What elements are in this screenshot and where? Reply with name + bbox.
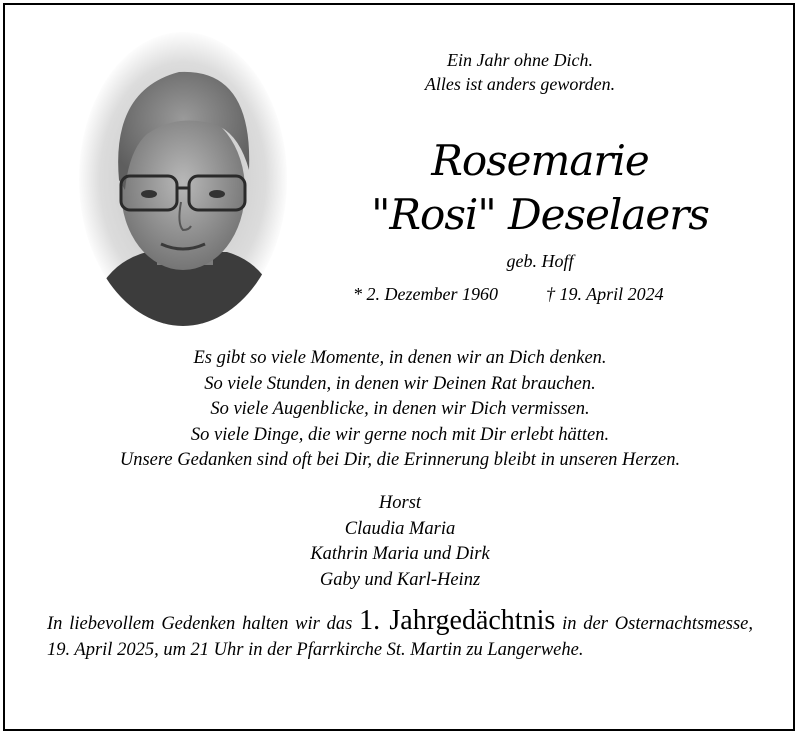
death-date: † 19. April 2024	[546, 284, 664, 304]
birth-date: * 2. Dezember 1960	[353, 284, 498, 304]
poem-line: So viele Stunden, in denen wir Deinen Rat brauchen.	[204, 373, 596, 394]
notice-text-after: in der Osternachtsmesse, 19. April 2025, um 21 Uhr in der Pfarrkirche St. Martin zu Langerwehe.	[47, 614, 753, 660]
notice-text-before: In liebevollem Gedenken halten wir das	[47, 614, 360, 634]
memorial-service-notice	[47, 605, 753, 663]
family-list	[200, 491, 600, 593]
poem-line: So viele Augenblicke, in denen wir Dich vermissen.	[210, 399, 590, 419]
deceased-first-name: Rosemarie	[431, 136, 649, 185]
maiden-name: geb. Hoff	[506, 251, 574, 271]
motto	[360, 48, 680, 96]
family-member: Horst	[378, 493, 422, 513]
motto-line-2: Alles ist anders geworden.	[424, 74, 616, 94]
portrait-photo-icon	[77, 30, 289, 328]
family-member: Kathrin Maria und Dirk	[310, 544, 490, 564]
poem-line: So viele Dinge, die wir gerne noch mit Dir erlebt hätten.	[190, 424, 610, 445]
poem-line: Unsere Gedanken sind oft bei Dir, die Erinnerung bleibt in unseren Herzen.	[119, 450, 681, 470]
poem-line: Es gibt so viele Momente, in denen wir an Dich denken.	[193, 348, 607, 368]
anniversary-heading: 1. Jahrgedächtnis	[359, 605, 556, 636]
memorial-poem	[40, 346, 760, 474]
family-member: Claudia Maria	[344, 518, 456, 539]
family-member: Gaby und Karl-Heinz	[319, 569, 481, 590]
deceased-nickname-surname: "Rosi" Deselaers	[371, 190, 709, 239]
motto-line-1: Ein Jahr ohne Dich.	[447, 50, 593, 70]
